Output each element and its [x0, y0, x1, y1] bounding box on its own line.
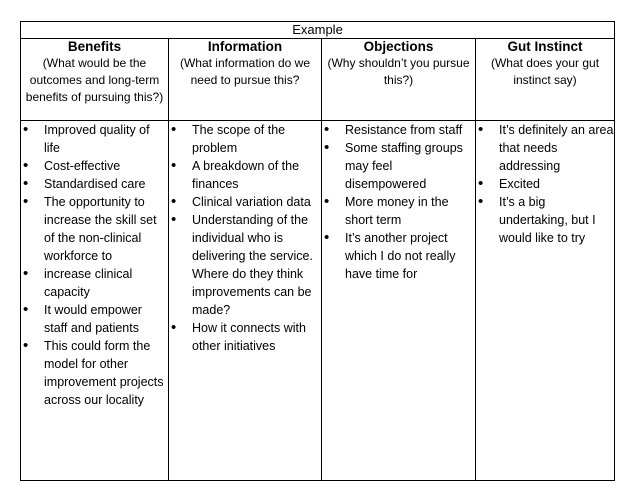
list-item: • It’s a big undertaking, but I would like to try	[476, 193, 614, 247]
information-cell	[169, 121, 322, 481]
list-item: • It’s definitely an area that needs addressing	[476, 121, 614, 175]
list-item: • The opportunity to increase the skill set of the non-clinical workforce to	[21, 193, 168, 265]
column-subtitle: (Why shouldn’t you pursue this?)	[327, 56, 470, 87]
body-row	[21, 121, 615, 481]
column-subtitle: (What would be the outcomes and long-term benefits of pursuing this?)	[25, 56, 164, 104]
column-title: Information	[207, 39, 283, 54]
bullet-list	[322, 121, 475, 283]
list-item: • Improved quality of life	[21, 121, 168, 157]
column-title: Objections	[363, 39, 434, 54]
gut-instinct-cell	[476, 121, 615, 481]
gut-instinct-header	[476, 39, 615, 121]
list-item: • Some staffing groups may feel disempowered	[322, 139, 475, 193]
column-title: Gut Instinct	[507, 39, 583, 54]
list-item: • Cost-effective	[21, 157, 168, 175]
list-item: • increase clinical capacity	[21, 265, 168, 301]
list-item: • This could form the model for other improvement projects across our locality	[21, 337, 168, 409]
bullet-list	[476, 121, 614, 247]
list-item: • A breakdown of the finances	[169, 157, 321, 193]
list-item: • Clinical variation data	[169, 193, 321, 211]
list-item: • More money in the short term	[322, 193, 475, 229]
column-subtitle: (What information do we need to pursue this?	[179, 56, 311, 87]
example-table	[20, 21, 615, 481]
table-title: Example	[21, 22, 615, 39]
objections-cell	[322, 121, 476, 481]
benefits-cell	[21, 121, 169, 481]
list-item: • It’s another project which I do not really have time for	[322, 229, 475, 283]
list-item: • Resistance from staff	[322, 121, 475, 139]
list-item: • Standardised care	[21, 175, 168, 193]
bullet-list	[169, 121, 321, 355]
header-row	[21, 39, 615, 121]
list-item: • It would empower staff and patients	[21, 301, 168, 337]
list-item: • Understanding of the individual who is delivering the service. Where do they think improvements can be made?	[169, 211, 321, 319]
column-subtitle: (What does your gut instinct say)	[490, 56, 600, 87]
bullet-list	[21, 121, 168, 409]
list-item: • Excited	[476, 175, 614, 193]
benefits-header	[21, 39, 169, 121]
list-item: • How it connects with other initiatives	[169, 319, 321, 355]
objections-header	[322, 39, 476, 121]
information-header	[169, 39, 322, 121]
list-item: • The scope of the problem	[169, 121, 321, 157]
column-title: Benefits	[67, 39, 122, 54]
